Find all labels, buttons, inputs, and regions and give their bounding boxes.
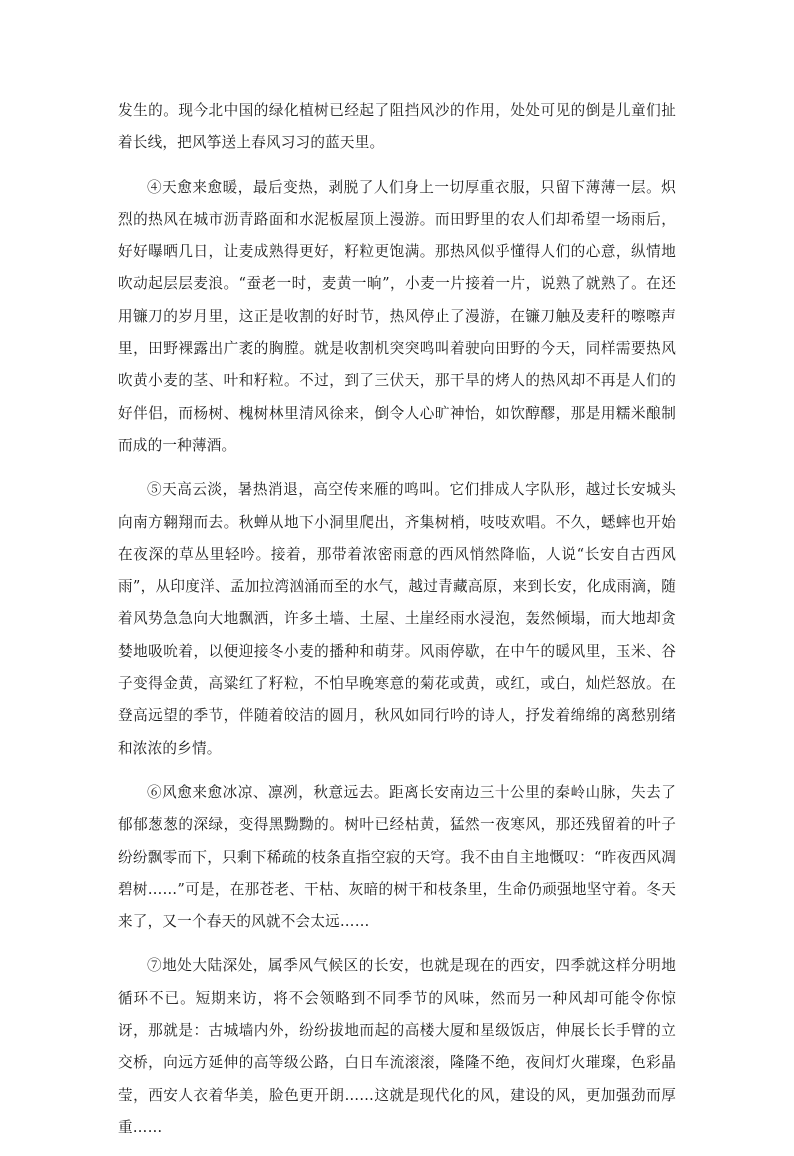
- document-body: [118, 95, 676, 1156]
- paragraph-7-modern-wind: ⑦地处大陆深处，属季风气候区的长安，也就是现在的西安，四季就这样分明地循环不已。短期来访，将不会领略到不同季节的风味，然而另一种风却可能令你惊讶，那就是：古城墙内外，纷纷拔地而起的高楼大厦和星级饭店，伸展长长手臂的立交桥，向远方延伸的高等级公路，白日车流滚滚，隆隆不绝，夜间灯火璀璨，色彩晶莹，西安人衣着华美，脸色更开朗……这就是现代化的风，建设的风，更加强劲而厚重……: [118, 957, 676, 1136]
- paragraph-5-autumn-wind: ⑤天高云淡，暑热消退，高空传来雁的鸣叫。它们排成人字队形，越过长安城头向南方翱翔而去。秋蝉从地下小洞里爬出，齐集树梢，吱吱欢唱。不久，蟋蟀也开始在夜深的草丛里轻吟。接着，那带着浓密雨意的西风悄然降临，人说“长安自古西风雨”，从印度洋、孟加拉湾汹涌而至的水气，越过青藏高原，来到长安，化成雨滴，随着风势急急向大地飘洒，许多土墙、土屋、土崖经雨水浸泡，轰然倾塌，而大地却贪婪地吸吮着，以便迎接冬小麦的播种和萌芽。风雨停歇，在中午的暖风里，玉米、谷子变得金黄，高粱红了籽粒，不怕早晚寒意的菊花或黄，或红，或白，灿烂怒放。在登高远望的季节，伴随着皎洁的圆月，秋风如同行吟的诗人，抒发着绵绵的离愁别绪和浓浓的乡情。: [118, 481, 676, 757]
- paragraph-4-summer-wind: ④天愈来愈暖，最后变热，剥脱了人们身上一切厚重衣服，只留下薄薄一层。炽烈的热风在城市沥青路面和水泥板屋顶上漫游。而田野里的农人们却希望一场雨后，好好曝晒几日，让麦成熟得更好，籽粒更饱满。那热风似乎懂得人们的心意，纵情地吹动起层层麦浪。“蚕老一时，麦黄一晌”，小麦一片接着一片，说熟了就熟了。在还用镰刀的岁月里，这正是收割的好时节，热风停止了漫游，在镰刀触及麦秆的嚓嚓声里，田野裸露出广袤的胸膛。就是收割机突突鸣叫着驶向田野的今天，同样需要热风吹黄小麦的茎、叶和籽粒。不过，到了三伏天，那干旱的烤人的热风却不再是人们的好伴侣，而杨树、槐树林里清风徐来，倒令人心旷神怡，如饮醇醪，那是用糯米酿制而成的一种薄酒。: [118, 178, 676, 454]
- paragraph-continuation: 发生的。现今北中国的绿化植树已经起了阻挡风沙的作用，处处可见的倒是儿童们扯着长线，把风筝送上春风习习的蓝天里。: [118, 102, 676, 152]
- paragraph-6-winter-wind: ⑥风愈来愈冰凉、凛冽，秋意远去。距离长安南边三十公里的秦岭山脉，失去了郁郁葱葱的深绿，变得黑黝黝的。树叶已经枯黄，猛然一夜寒风，那还残留着的叶子纷纷飘零而下，只剩下稀疏的枝条直指空寂的天穹。我不由自主地慨叹：“昨夜西风凋碧树……”可是，在那苍老、干枯、灰暗的树干和枝条里，生命仍顽强地坚守着。冬天来了，又一个春天的风就不会太远……: [118, 783, 676, 931]
